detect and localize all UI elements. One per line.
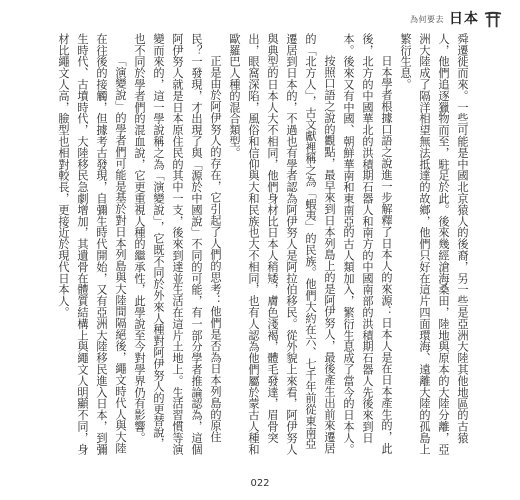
running-header <box>410 8 502 28</box>
paragraph: 按照口語之說的觀點，最早來到日本列島上的是阿伊努人，最後產生出前來遷居的「北方人」，古文獻裡稱之為「蝦夷」的民族。他們大約在六、七千年前從東南亞遷居到日本的，不過也有學者認為阿伊努人是阿拉伯移民。從外貌上來看，阿伊努人與典型的日本人大不相同，他們身材比日本人稍矮，膚色淺褐，體毛發達，眉骨突出，眼窩深陷，風俗和信仰與大和民族也大不相同，也有人認為他們屬於蒙古人種和歐羅巴人種的混合類型。 <box>228 33 336 455</box>
paragraph: 正是由於阿伊努人的存在，它引起了人們的思考：他們是否為日本列島的原住民？一發現，才出現了與「源於中國說」不同的可能，有一部分學者推論認為，這個阿伊努人就是日本原住民的其中一支，後來到達並生活在這片土地上。生活習慣等演變而來的，這一學說稱之為「演變說」，它既不同於外來人種對阿伊努人的更替說，也不同於學者們的混血說，它更重視人種的繼承性，此學說至今對學界仍有影響。 <box>133 33 222 455</box>
vertical-text-body <box>24 33 472 458</box>
paragraph: 「演變說」的學者們可能是基於對日本列島與大陸間隔絕後，繩文時代人與大陸在往後的接觸，但據考古發現，自彌生時代開始，又有亞洲大陸移民進入日本，到彌生時代、古墳時代，大陸移民急劇增加，其遺骨在體質結構上與繩文人明顯不同，身材比繩文人高，臉型也相對較長，更接近於現代日本人。 <box>57 33 127 455</box>
paragraph: 舜遷徙而來。一些可能是中國北京猿人的後裔，另一些是亞洲大陸其他地區的古猿人，他們追逐獵物而至，駐足於此。後來幾經滄海桑田，陸地與原本的大陸分離，亞洲大陸成了隔洋相望無法抵達的故鄉，他們只好在這片四面環海、遠離大陸的孤島上繁衍生息。 <box>399 33 469 455</box>
paragraph: 日本學者根據口語之說進一步解釋了日本人的來源：日本人是在日本產生的，此後，北方的中國華北的洪積期石器人和南方的中國南部的洪積期石器人先後來到日本。後來又有中國、朝鮮華南和東南亞的古人類加入，繁衍生息成了當今的日本人。 <box>342 33 393 455</box>
page-number: 022 <box>250 478 270 489</box>
torii-icon <box>484 10 502 28</box>
header-series: 為何要去 <box>410 15 444 24</box>
header-title: 日本 <box>449 11 479 27</box>
